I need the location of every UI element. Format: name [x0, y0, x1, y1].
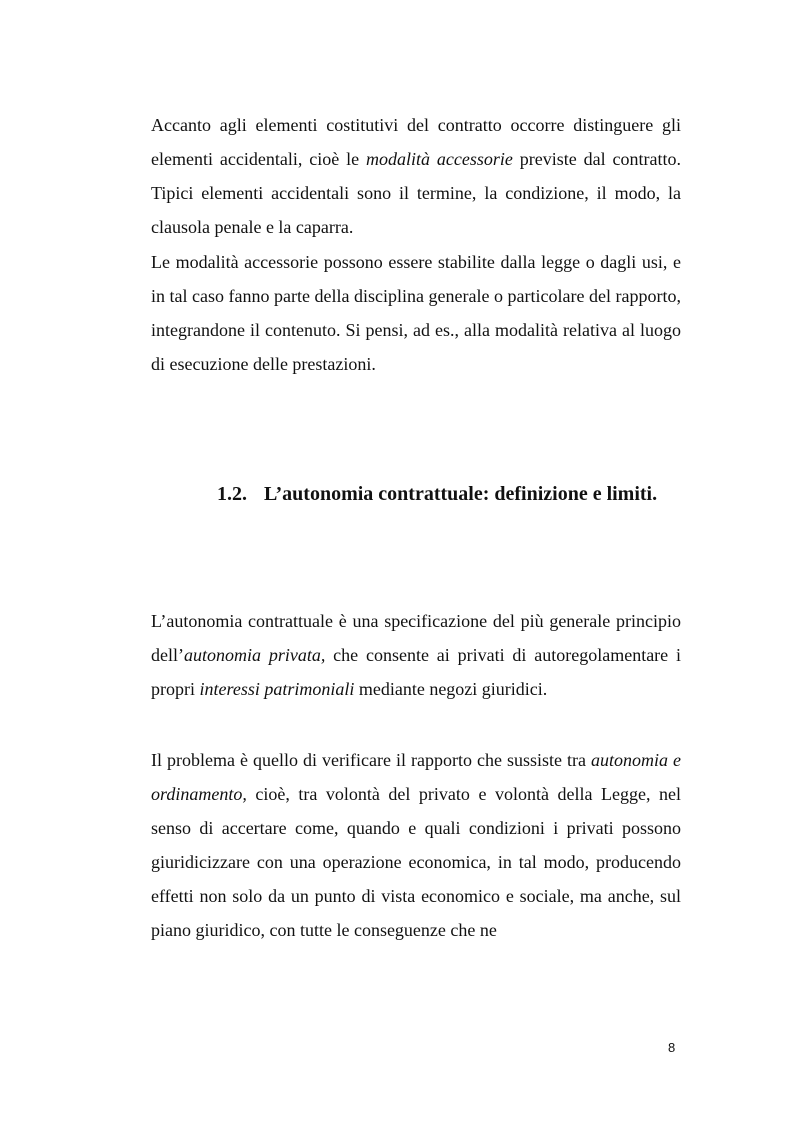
paragraph-4 — [151, 743, 681, 947]
page-number: 8 — [668, 1040, 676, 1055]
section-title: L’autonomia contrattuale: definizione e limiti. — [264, 483, 658, 505]
paragraph-3 — [151, 604, 681, 706]
paragraph-1-text-a: Accanto agli elementi costitutivi del contratto occorre distinguere gli elementi accidentali, cioè le — [151, 115, 681, 169]
paragraph-1-text-c: previste dal contratto. Tipici elementi accidentali sono il termine, la condizione, il modo, la clausola penale e la caparra. — [151, 149, 681, 237]
paragraph-3-text-a: L’autonomia contrattuale è una specificazione del più generale principio dell’ — [151, 611, 681, 665]
paragraph-3-text-c: che consente ai privati di autoregolamentare i propri — [151, 645, 681, 699]
paragraph-1 — [151, 108, 681, 244]
paragraph-3-text-e: mediante negozi giuridici. — [354, 679, 548, 699]
paragraph-3-italic-1: autonomia privata, — [184, 645, 326, 665]
section-number: 1.2. — [217, 483, 247, 505]
paragraph-3-italic-2: interessi patrimoniali — [199, 679, 355, 699]
section-heading — [217, 476, 681, 512]
paragraph-1-italic: modalità accessorie — [365, 149, 513, 169]
paragraph-4-italic: autonomia e ordinamento, — [151, 750, 681, 804]
paragraph-4-text-c: cioè, tra volontà del privato e volontà della Legge, nel senso di accertare come, quando e quali condizioni i privati possono giuridicizzare con una operazione economica, in tal modo, producendo effetti non solo da un punto di vista economico e sociale, ma anche, sul piano giuridico, con tutte le conseguenze che ne — [151, 784, 681, 940]
paragraph-4-text-a: Il problema è quello di verificare il rapporto che sussiste tra — [151, 750, 591, 770]
paragraph-2: Le modalità accessorie possono essere stabilite dalla legge o dagli usi, e in tal caso fanno parte della disciplina generale o particolare del rapporto, integrandone il contenuto. Si pensi, ad es., alla modalità relativa al luogo di esecuzione delle prestazioni. — [151, 252, 681, 374]
